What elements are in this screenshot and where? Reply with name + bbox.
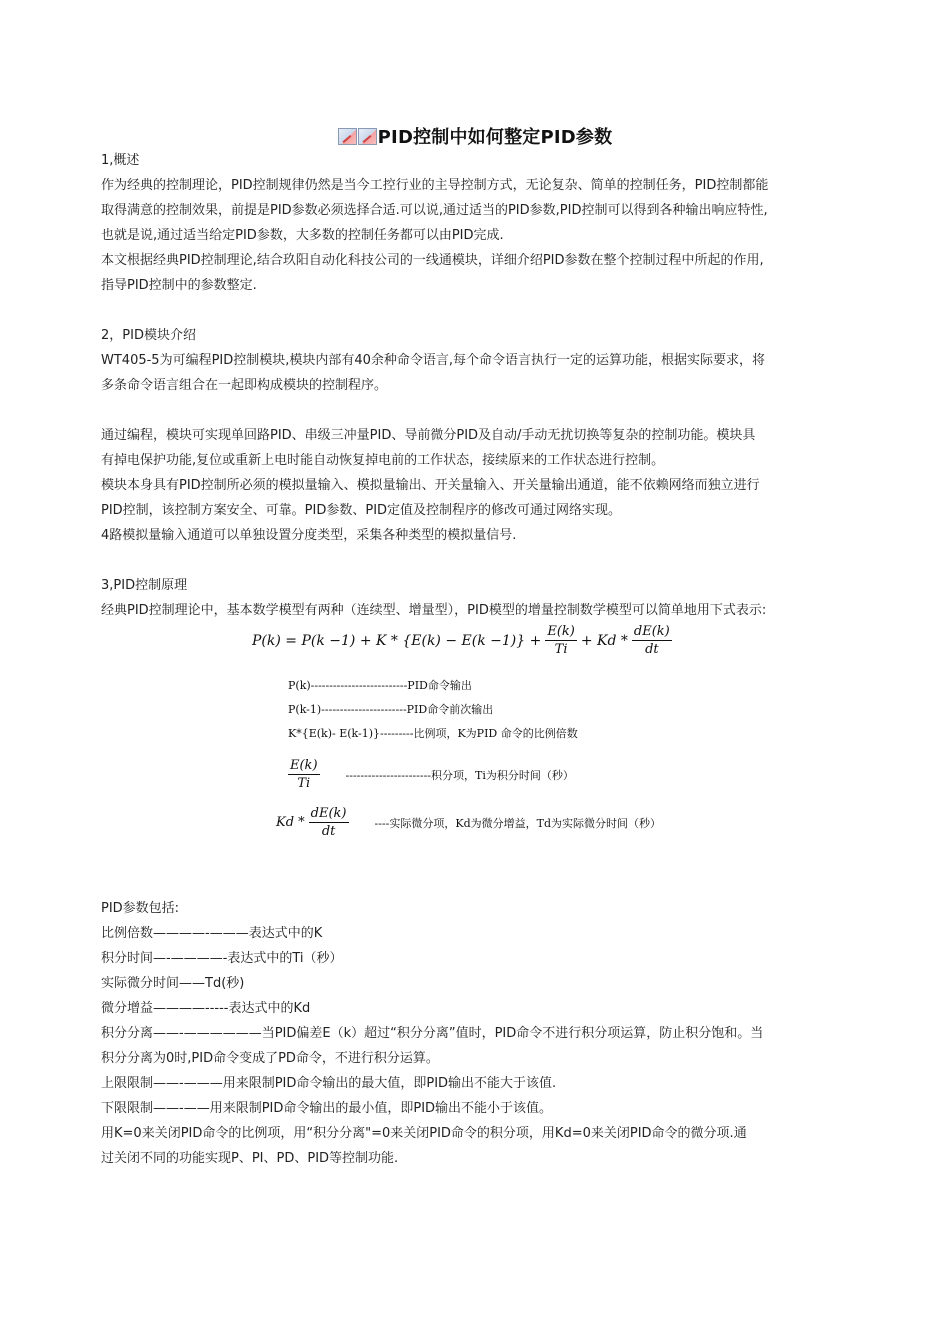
integral-term-legend — [284, 758, 574, 791]
integral-term-description: -----------------------积分项，Ti为积分时间（秒） — [345, 768, 574, 782]
fraction-numerator: E(k) — [290, 758, 318, 773]
paragraph-line: 指导PID控制中的参数整定. — [101, 278, 257, 293]
derivative-prefix: Kd * — [276, 815, 305, 830]
section-heading-overview: 1,概述 — [101, 153, 140, 168]
derivative-term-description: ----实际微分项，Kd为微分增益，Td为实际微分时间（秒） — [374, 816, 662, 830]
paragraph-line: WT405-5为可编程PID控制模块,模块内部有40余种命令语言,每个命令语言执行一定的运算功能，根据实际要求，将 — [101, 353, 766, 368]
paragraph-line: 作为经典的控制理论，PID控制规律仍然是当今工控行业的主导控制方式，无论复杂、简单的控制任务，PID控制都能 — [101, 178, 769, 193]
fraction-denominator: dt — [321, 824, 336, 839]
integral-fraction — [288, 758, 320, 791]
parameter-line: 微分增益————-----表达式中的Kd — [101, 1001, 311, 1016]
paragraph-line: 有掉电保护功能,复位或重新上电时能自动恢复掉电前的工作状态，接续原来的工作状态进行控制。 — [101, 453, 665, 468]
equation-lhs: P(k) = P(k −1) + K * {E(k) − E(k −1)} + — [252, 632, 542, 649]
fraction-denominator: dt — [645, 642, 659, 657]
section-heading-module: 2，PID模块介绍 — [101, 328, 196, 343]
derivative-fraction — [632, 624, 672, 657]
integral-fraction — [545, 624, 577, 657]
fraction-denominator: Ti — [297, 776, 311, 791]
parameter-line: 积分时间—-————-表达式中的Ti（秒） — [101, 951, 343, 966]
paragraph-line: 通过编程，模块可实现单回路PID、串级三冲量PID、导前微分PID及自动/手动无扰切换等复杂的控制功能。模块具 — [101, 428, 756, 443]
paragraph-line: 经典PID控制理论中，基本数学模型有两种（连续型、增量型），PID模型的增量控制数学模型可以简单地用下式表示: — [101, 603, 767, 618]
parameter-line: 实际微分时间——Td(秒) — [101, 976, 245, 991]
fraction-numerator: E(k) — [547, 624, 575, 639]
paragraph-line: 取得满意的控制效果，前提是PID参数必须选择合适.可以说,通过适当的PID参数,PID控制可以得到各种输出响应特性, — [101, 203, 768, 218]
paragraph-line: 模块本身具有PID控制所必须的模拟量输入、模拟量输出、开关量输入、开关量输出通道，能不依赖网络而独立进行 — [101, 478, 760, 493]
paragraph-line: 本文根据经典PID控制理论,结合玖阳自动化科技公司的一线通模块，详细介绍PID参数在整个控制过程中所起的作用, — [101, 253, 764, 268]
formula-legend-line: K*{E(k)- E(k-1)}---------比例项，K为PID 命令的比例倍数 — [288, 727, 578, 740]
fraction-denominator: Ti — [554, 642, 568, 657]
derivative-fraction — [309, 806, 349, 839]
parameter-line: 比例倍数————-———表达式中的K — [101, 926, 323, 941]
paragraph-line: 也就是说,通过适当给定PID参数，大多数的控制任务都可以由PID完成. — [101, 228, 504, 243]
formula-legend-line: P(k-1)-----------------------PID命令前次输出 — [288, 703, 494, 716]
pid-equation — [252, 624, 676, 657]
parameter-line: 积分分离——-——————当PID偏差E（k）超过“积分分离”值时，PID命令不进行积分项运算，防止积分饱和。当 — [101, 1026, 764, 1041]
paragraph-line: PID控制，该控制方案安全、可靠。PID参数、PID定值及控制程序的修改可通过网络实现。 — [101, 503, 622, 518]
paragraph-line: 多条命令语言组合在一起即构成模块的控制程序。 — [101, 378, 388, 393]
fraction-numerator: dE(k) — [310, 806, 347, 821]
parameter-line: 上限限制——-———用来限制PID命令输出的最大值，即PID输出不能大于该值. — [101, 1076, 557, 1091]
broken-image-icon — [358, 128, 377, 145]
section-heading-principle: 3,PID控制原理 — [101, 578, 188, 593]
formula-legend-line: P(k)--------------------------PID命令输出 — [288, 679, 472, 692]
broken-image-icon — [338, 128, 357, 145]
derivative-term-legend — [276, 806, 661, 839]
title-text: PID控制中如何整定PID参数 — [377, 127, 613, 148]
paragraph-line: 用K=0来关闭PID命令的比例项，用“积分分离"=0来关闭PID命令的积分项，用Kd=0来关闭PID命令的微分项.通 — [101, 1126, 747, 1141]
paragraph-line: 4路模拟量输入通道可以单独设置分度类型，采集各种类型的模拟量信号. — [101, 528, 517, 543]
equation-kd-term: + Kd * — [580, 632, 628, 649]
parameter-line: 下限限制——-——用来限制PID命令输出的最小值，即PID输出不能小于该值。 — [101, 1101, 553, 1116]
document-title — [0, 123, 950, 149]
paragraph-line: 积分分离为0时,PID命令变成了PD命令，不进行积分运算。 — [101, 1051, 439, 1066]
paragraph-line: 过关闭不同的功能实现P、PI、PD、PID等控制功能. — [101, 1151, 399, 1166]
paragraph-line: PID参数包括: — [101, 901, 180, 916]
fraction-numerator: dE(k) — [633, 624, 670, 639]
